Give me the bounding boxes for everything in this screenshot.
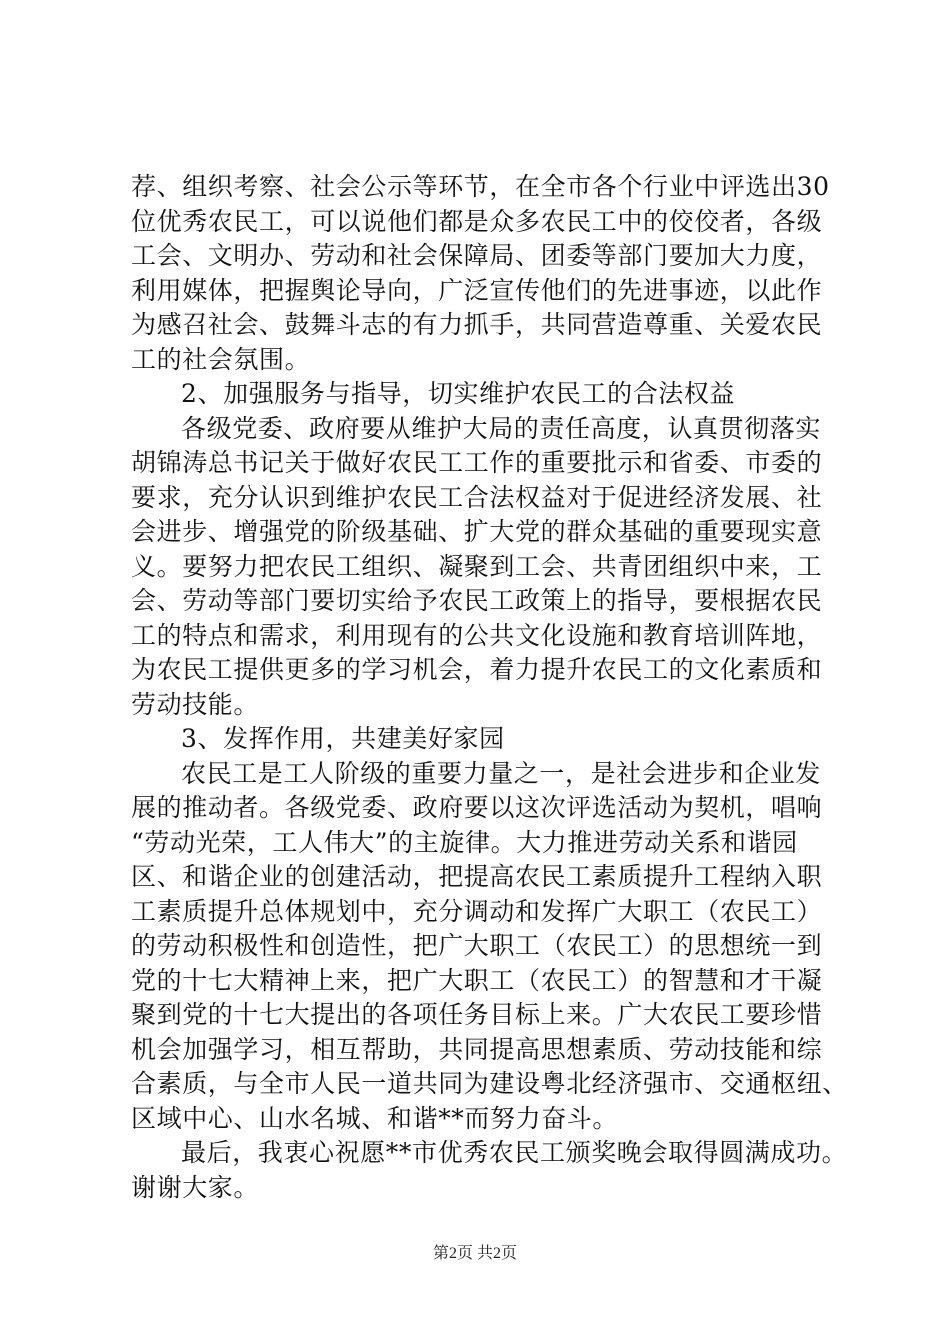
text-line: 工的社会氛围。 [131, 344, 311, 374]
text-line: 义。要努力把农民工组织、凝聚到工会、共青团组织中来，工 [131, 551, 823, 581]
text-line: 要求，充分认识到维护农民工合法权益对于促进经济发展、社 [131, 482, 823, 512]
text-line: 聚到党的十七大提出的各项任务目标上来。广大农民工要珍惜 [131, 1000, 823, 1029]
text-line: 机会加强学习，相互帮助，共同提高思想素质、劳动技能和综 [131, 1034, 823, 1064]
text-line: 胡锦涛总书记关于做好农民工工作的重要批示和省委、市委的 [131, 448, 823, 477]
section-heading: 3、发挥作用，共建美好家园 [181, 724, 505, 753]
page-number-footer: 第2页 共2页 [432, 1245, 517, 1262]
text-line: 农民工是工人阶级的重要力量之一，是社会进步和企业发 [181, 758, 822, 788]
text-line: 为农民工提供更多的学习机会，着力提升农民工的文化素质和 [131, 655, 823, 684]
text-line: 区、和谐企业的创建活动，把提高农民工素质提升工程纳入职 [131, 862, 823, 891]
text-line: 最后，我衷心祝愿**市优秀农民工颁奖晚会取得圆满成功。 [181, 1138, 848, 1167]
text-line: 工素质提升总体规划中，充分调动和发挥广大职工（农民工） [131, 896, 823, 926]
text-line: 位优秀农民工，可以说他们都是众多农民工中的佼佼者，各级 [131, 206, 823, 236]
text-line: 的劳动积极性和创造性，把广大职工（农民工）的思想统一到 [131, 931, 823, 960]
text-line: 为感召社会、鼓舞斗志的有力抓手，共同营造尊重、关爱农民 [131, 310, 823, 339]
text-line: 工会、文明办、劳动和社会保障局、团委等部门要加大力度， [131, 241, 823, 270]
text-line: 工的特点和需求，利用现有的公共文化设施和教育培训阵地， [131, 620, 823, 650]
section-heading: 2、加强服务与指导，切实维护农民工的合法权益 [181, 379, 736, 408]
text-line: 劳动技能。 [131, 689, 260, 719]
text-line: 合素质，与全市人民一道共同为建设粤北经济强市、交通枢纽、 [131, 1069, 848, 1098]
text-line: “劳动光荣，工人伟大”的主旋律。大力推进劳动关系和谐园 [131, 827, 798, 857]
text-line: 党的十七大精神上来，把广大职工（农民工）的智慧和才干凝 [131, 965, 823, 995]
text-line: 会、劳动等部门要切实给予农民工政策上的指导，要根据农民 [131, 586, 823, 615]
text-line: 各级党委、政府要从维护大局的责任高度，认真贯彻落实 [181, 413, 822, 443]
text-line: 会进步、增强党的阶级基础、扩大党的群众基础的重要现实意 [131, 517, 823, 546]
text-line: 荐、组织考察、社会公示等环节，在全市各个行业中评选出30 [131, 172, 830, 201]
text-line: 谢谢大家。 [131, 1172, 260, 1202]
text-line: 展的推动者。各级党委、政府要以这次评选活动为契机，唱响 [131, 793, 823, 822]
text-line: 区域中心、山水名城、和谐**而努力奋斗。 [131, 1103, 619, 1133]
text-line: 利用媒体，把握舆论导向，广泛宣传他们的先进事迹，以此作 [131, 275, 823, 305]
body-text [131, 170, 851, 1205]
